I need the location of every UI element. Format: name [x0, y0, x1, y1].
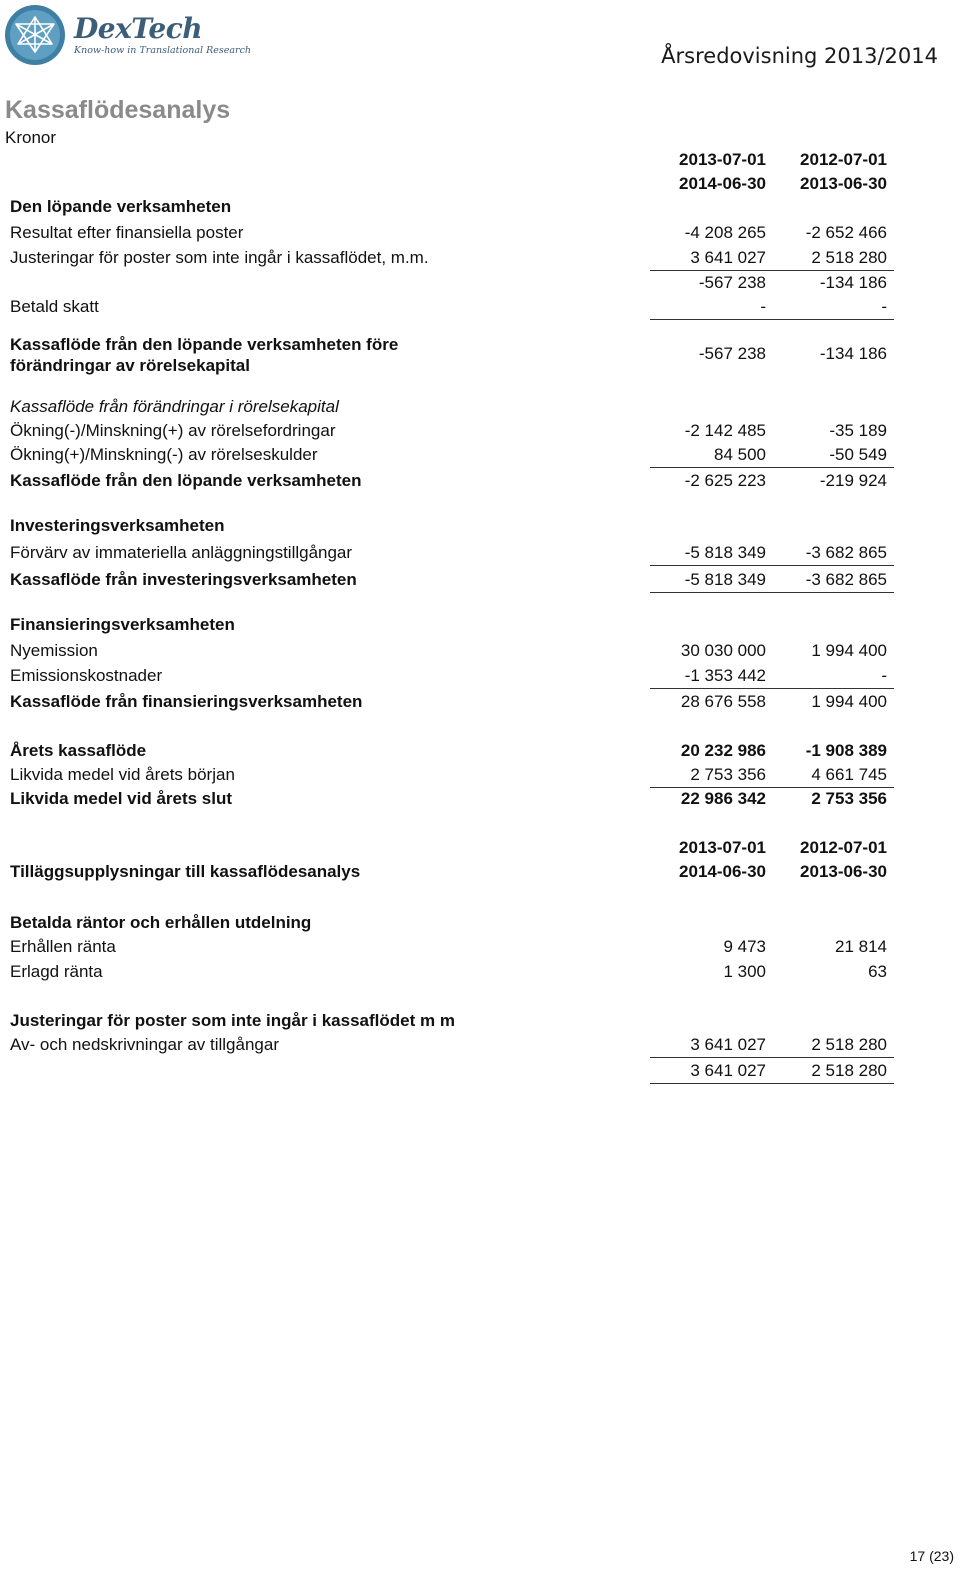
section-heading: Kassaflöde från förändringar i rörelsekapital — [10, 397, 339, 416]
subtotal-row: Kassaflöde från den löpande verksamheten före förändringar av rörelsekapital -567 238 -134 186 — [10, 335, 887, 375]
sum-rule — [772, 787, 894, 788]
section-heading: Investeringsverksamheten — [10, 516, 225, 535]
table-row: Justeringar för poster som inte ingår i kassaflödet, m.m. 3 641 027 2 518 280 — [10, 248, 887, 267]
table-row: Av- och nedskrivningar av tillgångar 3 641 027 2 518 280 — [10, 1035, 887, 1054]
sum-rule — [772, 565, 894, 566]
col2-from: 2012-07-01 — [800, 150, 887, 169]
dextech-logo-icon — [4, 4, 66, 66]
total-row: Likvida medel vid årets slut 22 986 342 2 753 356 — [10, 789, 887, 808]
sum-rule — [650, 319, 772, 320]
sum-rule — [772, 1057, 894, 1058]
table-row: Resultat efter finansiella poster -4 208 265 -2 652 466 — [10, 223, 887, 242]
period-header-from: 2013-07-01 2012-07-01 — [679, 838, 887, 857]
total-row: Kassaflöde från den löpande verksamheten -2 625 223 -219 924 — [10, 471, 887, 490]
table-row: Förvärv av immateriella anläggningstillgångar -5 818 349 -3 682 865 — [10, 543, 887, 562]
sum-rule — [650, 688, 772, 689]
sum-rule — [772, 592, 894, 593]
sum-rule — [650, 1083, 772, 1084]
sum-rule — [772, 467, 894, 468]
table-row: Likvida medel vid årets början 2 753 356 4 661 745 — [10, 765, 887, 784]
section-heading: Justeringar för poster som inte ingår i kassaflödet m m — [10, 1011, 455, 1030]
period-header-from — [0, 150, 960, 172]
section-heading: Finansieringsverksamheten — [10, 615, 235, 634]
logo-tagline: Know-how in Translational Research — [74, 44, 252, 56]
table-row: Erlagd ränta 1 300 63 — [10, 962, 887, 981]
total-row: Årets kassaflöde 20 232 986 -1 908 389 — [10, 741, 887, 760]
table-row: Ökning(-)/Minskning(+) av rörelsefordringar -2 142 485 -35 189 — [10, 421, 887, 440]
col1-to: 2014-06-30 — [679, 174, 766, 193]
sum-rule — [650, 270, 772, 271]
total-row: 3 641 027 2 518 280 — [690, 1061, 887, 1080]
col1-from: 2013-07-01 — [679, 150, 766, 169]
currency-unit: Kronor — [5, 128, 57, 147]
table-row: Emissionskostnader -1 353 442 - — [10, 666, 887, 685]
page-number: 17 (23) — [909, 1548, 954, 1564]
sum-rule — [772, 1083, 894, 1084]
sum-rule — [772, 688, 894, 689]
sum-rule — [772, 319, 894, 320]
table-row: Nyemission 30 030 000 1 994 400 — [10, 641, 887, 660]
sum-rule — [772, 270, 894, 271]
sum-rule — [650, 1057, 772, 1058]
period-header-to — [0, 174, 960, 196]
total-row: Kassaflöde från investeringsverksamheten -5 818 349 -3 682 865 — [10, 570, 887, 589]
section-heading: Betalda räntor och erhållen utdelning — [10, 913, 312, 932]
table-row: -567 238 -134 186 — [698, 273, 887, 292]
page-title: Kassaflödesanalys — [5, 96, 231, 124]
total-row: Kassaflöde från finansieringsverksamheten 28 676 558 1 994 400 — [10, 692, 887, 711]
sum-rule — [650, 565, 772, 566]
sum-rule — [650, 787, 772, 788]
section-heading: Den löpande verksamheten — [10, 197, 232, 216]
table-row: Ökning(+)/Minskning(-) av rörelseskulder 84 500 -50 549 — [10, 445, 887, 464]
col2-to: 2013-06-30 — [800, 174, 887, 193]
table-row: Erhållen ränta 9 473 21 814 — [10, 937, 887, 956]
sum-rule — [650, 467, 772, 468]
table-row: Betald skatt - - — [10, 297, 887, 316]
section-heading: Tilläggsupplysningar till kassaflödesanalys 2014-06-30 2013-06-30 — [10, 862, 887, 881]
company-logo — [4, 4, 251, 66]
logo-name: DexTech — [74, 11, 203, 45]
sum-rule — [650, 592, 772, 593]
report-title: Årsredovisning 2013/2014 — [661, 44, 938, 68]
